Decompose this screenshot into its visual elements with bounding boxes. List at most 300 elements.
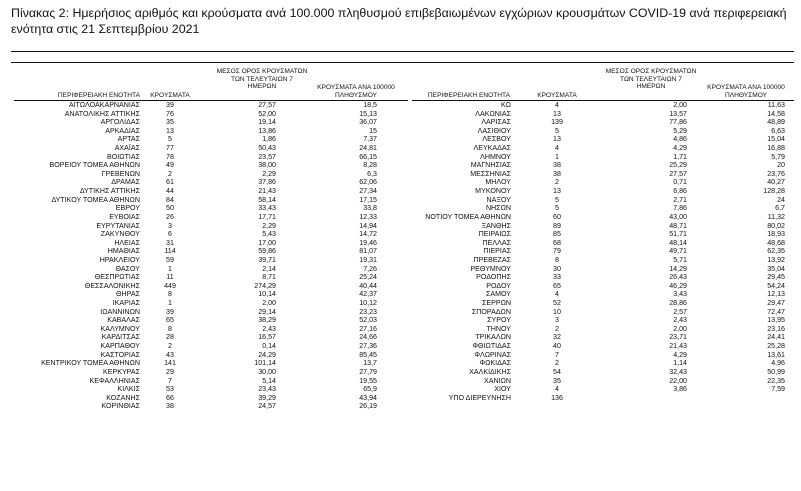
avg7-cell: 13,57 bbox=[669, 109, 687, 118]
cases-cell: 30 bbox=[553, 264, 561, 273]
avg7-cell: 5,43 bbox=[262, 230, 276, 239]
region-cell: ΕΒΡΟΥ bbox=[115, 204, 140, 213]
table-row bbox=[0, 144, 801, 153]
table-row bbox=[0, 213, 801, 222]
region-cell: ΣΕΡΡΩΝ bbox=[481, 299, 511, 308]
region-cell: ΡΟΔΟΥ bbox=[486, 281, 511, 290]
avg7-cell: 8,71 bbox=[262, 273, 276, 282]
region-cell: ΚΑΣΤΟΡΙΑΣ bbox=[100, 350, 140, 359]
rate-cell: 15,04 bbox=[767, 135, 785, 144]
region-cell: ΞΑΝΘΗΣ bbox=[481, 221, 511, 230]
rate-cell: 14,94 bbox=[359, 221, 377, 230]
region-cell: ΤΗΝΟΥ bbox=[486, 324, 511, 333]
region-cell: ΙΚΑΡΙΑΣ bbox=[112, 299, 140, 308]
table-row bbox=[0, 316, 801, 325]
cases-cell: 13 bbox=[166, 126, 174, 135]
region-cell: ΦΘΙΩΤΙΔΑΣ bbox=[472, 342, 511, 351]
avg7-cell: 23,43 bbox=[258, 385, 276, 394]
cases-cell: 77 bbox=[166, 144, 174, 153]
cases-cell: 89 bbox=[553, 221, 561, 230]
rate-cell: 25,24 bbox=[359, 273, 377, 282]
avg7-cell: 274,29 bbox=[254, 281, 276, 290]
table-row bbox=[0, 402, 420, 411]
cases-cell: 76 bbox=[166, 109, 174, 118]
region-cell: ΛΑΡΙΣΑΣ bbox=[481, 118, 511, 127]
avg7-cell: 2,00 bbox=[262, 299, 276, 308]
region-cell: ΠΕΙΡΑΙΩΣ bbox=[478, 230, 511, 239]
rate-cell: 5,79 bbox=[771, 152, 785, 161]
cases-cell: 4 bbox=[555, 290, 559, 299]
cases-cell: 1 bbox=[168, 299, 172, 308]
region-cell: ΦΛΩΡΙΝΑΣ bbox=[474, 350, 511, 359]
avg7-cell: 51,71 bbox=[669, 230, 687, 239]
region-cell: ΑΝΑΤΟΛΙΚΗΣ ΑΤΤΙΚΗΣ bbox=[64, 109, 140, 118]
top-rule bbox=[11, 51, 794, 52]
rate-cell: 6,7 bbox=[775, 204, 785, 213]
rate-cell: 48,68 bbox=[767, 238, 785, 247]
rate-cell: 65,9 bbox=[363, 385, 377, 394]
table-row bbox=[0, 359, 801, 368]
cases-cell: 79 bbox=[553, 247, 561, 256]
avg7-cell: 4,29 bbox=[673, 144, 687, 153]
region-cell: ΚΑΡΠΑΘΟΥ bbox=[100, 342, 140, 351]
cases-cell: 5 bbox=[555, 195, 559, 204]
region-cell: ΑΡΚΑΔΙΑΣ bbox=[105, 126, 140, 135]
cases-cell: 65 bbox=[166, 316, 174, 325]
table-row bbox=[0, 282, 801, 291]
avg7-cell: 52,00 bbox=[258, 109, 276, 118]
cases-cell: 114 bbox=[164, 247, 176, 256]
rate-cell: 62,35 bbox=[767, 247, 785, 256]
rate-cell: 19,31 bbox=[359, 255, 377, 264]
region-cell: ΛΕΣΒΟΥ bbox=[482, 135, 511, 144]
avg7-cell: 2,29 bbox=[262, 169, 276, 178]
cases-cell: 68 bbox=[553, 238, 561, 247]
rate-cell: 54,24 bbox=[767, 281, 785, 290]
avg7-cell: 29,14 bbox=[258, 307, 276, 316]
region-cell: ΖΑΚΥΝΘΟΥ bbox=[100, 230, 140, 239]
cases-cell: 13 bbox=[553, 187, 561, 196]
region-cell: ΚΟΖΑΝΗΣ bbox=[106, 393, 140, 402]
rate-cell: 11,32 bbox=[767, 212, 785, 221]
rate-cell: 14,72 bbox=[359, 230, 377, 239]
avg7-cell: 27,57 bbox=[669, 169, 687, 178]
rate-cell: 52,03 bbox=[359, 316, 377, 325]
avg7-cell: 33,43 bbox=[258, 204, 276, 213]
avg7-cell: 38,00 bbox=[258, 161, 276, 170]
rate-cell: 13,7 bbox=[363, 359, 377, 368]
table-row bbox=[0, 153, 801, 162]
avg7-cell: 2,43 bbox=[262, 324, 276, 333]
cases-cell: 2 bbox=[168, 169, 172, 178]
col-header-region-left: ΠΕΡΙΦΕΡΕΙΑΚΗ ΕΝΟΤΗΤΑ bbox=[57, 92, 140, 99]
table-row bbox=[0, 239, 801, 248]
table-row bbox=[0, 394, 801, 403]
rate-cell: 8,28 bbox=[363, 161, 377, 170]
col-header-rate-left: ΚΡΟΥΣΜΑΤΑ ΑΝΑ 100000 ΠΛΗΘΥΣΜΟΥ bbox=[317, 84, 395, 99]
region-cell: ΘΕΣΠΡΩΤΙΑΣ bbox=[94, 273, 140, 282]
rate-cell: 18,93 bbox=[767, 230, 785, 239]
cases-cell: 44 bbox=[166, 187, 174, 196]
region-cell: ΚΕΝΤΡΙΚΟΥ ΤΟΜΕΑ ΑΘΗΝΩΝ bbox=[41, 359, 140, 368]
avg7-cell: 24,29 bbox=[258, 350, 276, 359]
avg7-cell: 58,14 bbox=[258, 195, 276, 204]
avg7-cell: 32,43 bbox=[669, 367, 687, 376]
region-cell: ΜΗΛΟΥ bbox=[485, 178, 511, 187]
rate-cell: 20 bbox=[777, 161, 785, 170]
avg7-cell: 48,71 bbox=[669, 221, 687, 230]
cases-cell: 60 bbox=[553, 212, 561, 221]
cases-cell: 7 bbox=[168, 376, 172, 385]
cases-cell: 1 bbox=[555, 152, 559, 161]
region-cell: ΜΥΚΟΝΟΥ bbox=[475, 187, 511, 196]
cases-cell: 50 bbox=[166, 204, 174, 213]
cases-cell: 4 bbox=[555, 101, 559, 109]
avg7-cell: 2,43 bbox=[673, 316, 687, 325]
avg7-cell: 2,71 bbox=[673, 195, 687, 204]
avg7-cell: 2,29 bbox=[262, 221, 276, 230]
rate-cell: 33,8 bbox=[363, 204, 377, 213]
cases-cell: 13 bbox=[553, 109, 561, 118]
avg7-cell: 25,29 bbox=[669, 161, 687, 170]
rate-cell: 80,02 bbox=[767, 221, 785, 230]
col-header-avg7-left: ΜΕΣΟΣ ΟΡΟΣ ΚΡΟΥΣΜΑΤΩΝ ΤΩΝ ΤΕΛΕΥΤΑΙΩΝ 7 ΗΜΕΡΩΝ bbox=[216, 68, 308, 91]
rate-cell: 66,15 bbox=[359, 152, 377, 161]
cases-cell: 28 bbox=[166, 333, 174, 342]
rate-cell: 23,23 bbox=[359, 307, 377, 316]
cases-cell: 4 bbox=[555, 144, 559, 153]
table-row bbox=[0, 101, 801, 110]
table-row bbox=[0, 342, 801, 351]
cases-cell: 8 bbox=[555, 255, 559, 264]
rate-cell: 23,76 bbox=[767, 169, 785, 178]
cases-cell: 11 bbox=[166, 273, 174, 282]
avg7-cell: 22,00 bbox=[669, 376, 687, 385]
avg7-cell: 16,57 bbox=[258, 333, 276, 342]
cases-cell: 2 bbox=[168, 342, 172, 351]
avg7-cell: 2,00 bbox=[673, 324, 687, 333]
avg7-cell: 30,00 bbox=[258, 367, 276, 376]
region-cell: ΣΑΜΟΥ bbox=[485, 290, 511, 299]
region-cell: ΝΑΞΟΥ bbox=[486, 195, 511, 204]
region-cell: ΘΗΡΑΣ bbox=[116, 290, 140, 299]
rate-cell: 72,47 bbox=[767, 307, 785, 316]
avg7-cell: 23,71 bbox=[669, 333, 687, 342]
region-cell: ΣΥΡΟΥ bbox=[487, 316, 511, 325]
cases-cell: 6 bbox=[168, 230, 172, 239]
cases-cell: 52 bbox=[553, 299, 561, 308]
rate-cell: 62,06 bbox=[359, 178, 377, 187]
cases-cell: 35 bbox=[166, 118, 174, 127]
cases-cell: 35 bbox=[553, 376, 561, 385]
cases-cell: 39 bbox=[166, 101, 174, 109]
col-header-region-right: ΠΕΡΙΦΕΡΕΙΑΚΗ ΕΝΟΤΗΤΑ bbox=[427, 92, 510, 99]
region-cell: ΧΑΝΙΩΝ bbox=[484, 376, 511, 385]
rate-cell: 19,55 bbox=[359, 376, 377, 385]
region-cell: ΒΟΡΕΙΟΥ ΤΟΜΕΑ ΑΘΗΝΩΝ bbox=[49, 161, 140, 170]
rate-cell: 29,47 bbox=[767, 299, 785, 308]
region-cell: ΑΧΑΪΑΣ bbox=[114, 144, 140, 153]
rate-cell: 48,89 bbox=[767, 118, 785, 127]
cases-cell: 10 bbox=[553, 307, 561, 316]
avg7-cell: 3,86 bbox=[673, 385, 687, 394]
avg7-cell: 46,29 bbox=[669, 281, 687, 290]
cases-cell: 85 bbox=[553, 230, 561, 239]
rate-cell: 43,94 bbox=[359, 393, 377, 402]
table-row bbox=[0, 308, 801, 317]
table-row bbox=[0, 325, 801, 334]
avg7-cell: 2,00 bbox=[673, 101, 687, 109]
rate-cell: 16,88 bbox=[767, 144, 785, 153]
cases-cell: 49 bbox=[166, 161, 174, 170]
cases-cell: 38 bbox=[553, 161, 561, 170]
avg7-cell: 3,43 bbox=[673, 290, 687, 299]
region-cell: ΑΙΤΩΛΟΑΚΑΡΝΑΝΙΑΣ bbox=[68, 101, 140, 109]
cases-cell: 2 bbox=[555, 178, 559, 187]
region-cell: ΚΩ bbox=[500, 101, 511, 109]
region-cell: ΘΕΣΣΑΛΟΝΙΚΗΣ bbox=[84, 281, 140, 290]
rate-cell: 24,41 bbox=[767, 333, 785, 342]
rate-cell: 29,45 bbox=[767, 273, 785, 282]
region-cell: ΚΕΦΑΛΛΗΝΙΑΣ bbox=[89, 376, 140, 385]
table-row bbox=[0, 110, 801, 119]
rate-cell: 7,59 bbox=[771, 385, 785, 394]
cases-cell: 449 bbox=[164, 281, 176, 290]
avg7-cell: 39,29 bbox=[258, 393, 276, 402]
region-cell: ΗΛΕΙΑΣ bbox=[114, 238, 140, 247]
table-row bbox=[0, 256, 801, 265]
cases-cell: 8 bbox=[168, 324, 172, 333]
table-row bbox=[0, 377, 801, 386]
rate-cell: 23,16 bbox=[767, 324, 785, 333]
region-cell: ΧΙΟΥ bbox=[494, 385, 511, 394]
avg7-cell: 26,43 bbox=[669, 273, 687, 282]
table-caption: Πίνακας 2: Ημερήσιος αριθμός και κρούσματα ανά 100.000 πληθυσμού επιβεβαιωμένων εγχώριων κρουσμάτων COVID-19 ανά περιφερειακή ενότητα στις 21 Σεπτεμβρίου 2021 bbox=[11, 6, 787, 36]
rate-cell: 24 bbox=[777, 195, 785, 204]
avg7-cell: 5,14 bbox=[262, 376, 276, 385]
avg7-cell: 43,00 bbox=[669, 212, 687, 221]
rate-cell: 12,13 bbox=[767, 290, 785, 299]
cases-cell: 78 bbox=[166, 152, 174, 161]
cases-cell: 65 bbox=[553, 281, 561, 290]
rate-cell: 40,44 bbox=[359, 281, 377, 290]
avg7-cell: 101,14 bbox=[254, 359, 276, 368]
rate-cell: 27,79 bbox=[359, 367, 377, 376]
avg7-cell: 27,57 bbox=[258, 101, 276, 109]
avg7-cell: 24,57 bbox=[258, 402, 276, 411]
rate-cell: 17,15 bbox=[359, 195, 377, 204]
region-cell: ΘΑΣΟΥ bbox=[115, 264, 140, 273]
rate-cell: 36,07 bbox=[359, 118, 377, 127]
table-row bbox=[0, 385, 801, 394]
cases-cell: 38 bbox=[166, 402, 174, 411]
avg7-cell: 48,14 bbox=[669, 238, 687, 247]
region-cell: ΛΑΣΙΘΙΟΥ bbox=[477, 126, 511, 135]
region-cell: ΡΕΘΥΜΝΟΥ bbox=[470, 264, 511, 273]
region-cell: ΒΟΙΩΤΙΑΣ bbox=[107, 152, 140, 161]
avg7-cell: 7,86 bbox=[673, 204, 687, 213]
avg7-cell: 1,86 bbox=[262, 135, 276, 144]
avg7-cell: 59,86 bbox=[258, 247, 276, 256]
rate-cell: 19,46 bbox=[359, 238, 377, 247]
table-row bbox=[0, 273, 801, 282]
cases-cell: 31 bbox=[166, 238, 174, 247]
avg7-cell: 17,71 bbox=[258, 212, 276, 221]
table-row bbox=[0, 247, 801, 256]
cases-cell: 38 bbox=[553, 169, 561, 178]
cases-cell: 1 bbox=[168, 264, 172, 273]
cases-cell: 84 bbox=[166, 195, 174, 204]
region-cell: ΕΥΡΥΤΑΝΙΑΣ bbox=[96, 221, 140, 230]
avg7-cell: 49,71 bbox=[669, 247, 687, 256]
avg7-cell: 4,29 bbox=[673, 350, 687, 359]
cases-cell: 53 bbox=[166, 385, 174, 394]
region-cell: ΜΕΣΣΗΝΙΑΣ bbox=[470, 169, 511, 178]
region-cell: ΠΕΛΛΑΣ bbox=[482, 238, 511, 247]
rate-cell: 24,66 bbox=[359, 333, 377, 342]
rate-cell: 7,26 bbox=[363, 264, 377, 273]
rate-cell: 18,5 bbox=[363, 101, 377, 109]
avg7-cell: 1,71 bbox=[673, 152, 687, 161]
region-cell: ΔΥΤΙΚΟΥ ΤΟΜΕΑ ΑΘΗΝΩΝ bbox=[51, 195, 140, 204]
table-row bbox=[0, 299, 801, 308]
region-cell: ΥΠΟ ΔΙΕΡΕΥΝΗΣΗ bbox=[448, 393, 511, 402]
avg7-cell: 5,29 bbox=[673, 126, 687, 135]
cases-cell: 5 bbox=[168, 135, 172, 144]
avg7-cell: 14,29 bbox=[669, 264, 687, 273]
region-cell: ΡΟΔΟΠΗΣ bbox=[476, 273, 511, 282]
rate-cell: 10,12 bbox=[359, 299, 377, 308]
rate-cell: 42,37 bbox=[359, 290, 377, 299]
rate-cell: 13,61 bbox=[767, 350, 785, 359]
avg7-cell: 23,57 bbox=[258, 152, 276, 161]
region-cell: ΚΙΛΚΙΣ bbox=[117, 385, 140, 394]
table-row bbox=[0, 170, 801, 179]
cases-cell: 8 bbox=[168, 290, 172, 299]
cases-cell: 39 bbox=[166, 307, 174, 316]
avg7-cell: 5,71 bbox=[673, 255, 687, 264]
rate-cell: 26,19 bbox=[359, 402, 377, 411]
cases-cell: 5 bbox=[555, 126, 559, 135]
region-cell: ΦΩΚΙΔΑΣ bbox=[479, 359, 511, 368]
cases-cell: 139 bbox=[551, 118, 563, 127]
cases-cell: 5 bbox=[555, 204, 559, 213]
col-header-rate-right: ΚΡΟΥΣΜΑΤΑ ΑΝΑ 100000 ΠΛΗΘΥΣΜΟΥ bbox=[707, 84, 785, 99]
rate-cell: 35,04 bbox=[767, 264, 785, 273]
table-row bbox=[0, 178, 801, 187]
region-cell: ΔΥΤΙΚΗΣ ΑΤΤΙΚΗΣ bbox=[79, 187, 140, 196]
table-row bbox=[0, 265, 801, 274]
region-cell: ΣΠΟΡΑΔΩΝ bbox=[471, 307, 511, 316]
avg7-cell: 39,71 bbox=[258, 255, 276, 264]
region-cell: ΔΡΑΜΑΣ bbox=[111, 178, 140, 187]
cases-cell: 59 bbox=[166, 255, 174, 264]
col-header-cases-left: ΚΡΟΥΣΜΑΤΑ bbox=[150, 92, 190, 99]
right-table-body bbox=[0, 101, 801, 402]
avg7-cell: 4,86 bbox=[673, 135, 687, 144]
table-row bbox=[0, 118, 801, 127]
rate-cell: 6,3 bbox=[367, 169, 377, 178]
avg7-cell: 37,86 bbox=[258, 178, 276, 187]
cases-cell: 2 bbox=[555, 359, 559, 368]
rate-cell: 85,45 bbox=[359, 350, 377, 359]
table-row bbox=[0, 368, 801, 377]
avg7-cell: 0,71 bbox=[673, 178, 687, 187]
rate-cell: 27,36 bbox=[359, 342, 377, 351]
region-cell: ΓΡΕΒΕΝΩΝ bbox=[101, 169, 140, 178]
region-cell: ΝΗΣΩΝ bbox=[485, 204, 511, 213]
region-cell: ΛΕΥΚΑΔΑΣ bbox=[473, 144, 511, 153]
table-row bbox=[0, 351, 801, 360]
cases-cell: 32 bbox=[553, 333, 561, 342]
avg7-cell: 6,86 bbox=[673, 187, 687, 196]
rate-cell: 24,81 bbox=[359, 144, 377, 153]
rate-cell: 13,95 bbox=[767, 316, 785, 325]
cases-cell: 40 bbox=[553, 342, 561, 351]
region-cell: ΛΗΜΝΟΥ bbox=[480, 152, 511, 161]
rate-cell: 50,99 bbox=[767, 367, 785, 376]
region-cell: ΚΕΡΚΥΡΑΣ bbox=[103, 367, 140, 376]
table-row bbox=[0, 222, 801, 231]
cases-cell: 26 bbox=[166, 212, 174, 221]
rate-cell: 15 bbox=[369, 126, 377, 135]
region-cell: ΑΡΓΟΛΙΔΑΣ bbox=[100, 118, 140, 127]
region-cell: ΚΑΡΔΙΤΣΑΣ bbox=[101, 333, 140, 342]
col-header-avg7-right: ΜΕΣΟΣ ΟΡΟΣ ΚΡΟΥΣΜΑΤΩΝ ΤΩΝ ΤΕΛΕΥΤΑΙΩΝ 7 ΗΜΕΡΩΝ bbox=[605, 68, 697, 91]
avg7-cell: 28,86 bbox=[669, 299, 687, 308]
avg7-cell: 13,86 bbox=[258, 126, 276, 135]
region-cell: ΗΡΑΚΛΕΙΟΥ bbox=[99, 255, 140, 264]
region-cell: ΠΡΕΒΕΖΑΣ bbox=[473, 255, 511, 264]
rate-cell: 22,35 bbox=[767, 376, 785, 385]
table-row bbox=[0, 196, 801, 205]
cases-cell: 2 bbox=[555, 324, 559, 333]
region-cell: ΗΜΑΘΙΑΣ bbox=[107, 247, 140, 256]
rate-cell: 81,07 bbox=[359, 247, 377, 256]
rate-cell: 12,33 bbox=[359, 212, 377, 221]
cases-cell: 33 bbox=[553, 273, 561, 282]
rate-cell: 11,63 bbox=[767, 101, 785, 109]
region-cell: ΚΟΡΙΝΘΙΑΣ bbox=[101, 402, 140, 411]
table-row bbox=[0, 333, 801, 342]
cases-cell: 54 bbox=[553, 367, 561, 376]
rate-cell: 4,96 bbox=[771, 359, 785, 368]
rate-cell: 25,28 bbox=[767, 342, 785, 351]
cases-cell: 29 bbox=[166, 367, 174, 376]
avg7-cell: 17,00 bbox=[258, 238, 276, 247]
cases-cell: 141 bbox=[164, 359, 176, 368]
avg7-cell: 21,43 bbox=[669, 342, 687, 351]
region-cell: ΧΑΛΚΙΔΙΚΗΣ bbox=[469, 367, 511, 376]
avg7-cell: 50,43 bbox=[258, 144, 276, 153]
rate-cell: 15,13 bbox=[359, 109, 377, 118]
region-cell: ΛΑΚΩΝΙΑΣ bbox=[475, 109, 511, 118]
avg7-cell: 19,14 bbox=[258, 118, 276, 127]
rate-cell: 13,92 bbox=[767, 255, 785, 264]
rate-cell: 128,28 bbox=[763, 187, 785, 196]
region-cell: ΤΡΙΚΑΛΩΝ bbox=[475, 333, 511, 342]
avg7-cell: 0,14 bbox=[262, 342, 276, 351]
table-row bbox=[0, 230, 801, 239]
avg7-cell: 1,14 bbox=[673, 359, 687, 368]
cases-cell: 61 bbox=[166, 178, 174, 187]
cases-cell: 7 bbox=[555, 350, 559, 359]
avg7-cell: 21,43 bbox=[258, 187, 276, 196]
table-row bbox=[0, 290, 801, 299]
rate-cell: 14,58 bbox=[767, 109, 785, 118]
region-cell: ΙΩΑΝΝΙΝΩΝ bbox=[100, 307, 140, 316]
region-cell: ΚΑΒΑΛΑΣ bbox=[107, 316, 140, 325]
